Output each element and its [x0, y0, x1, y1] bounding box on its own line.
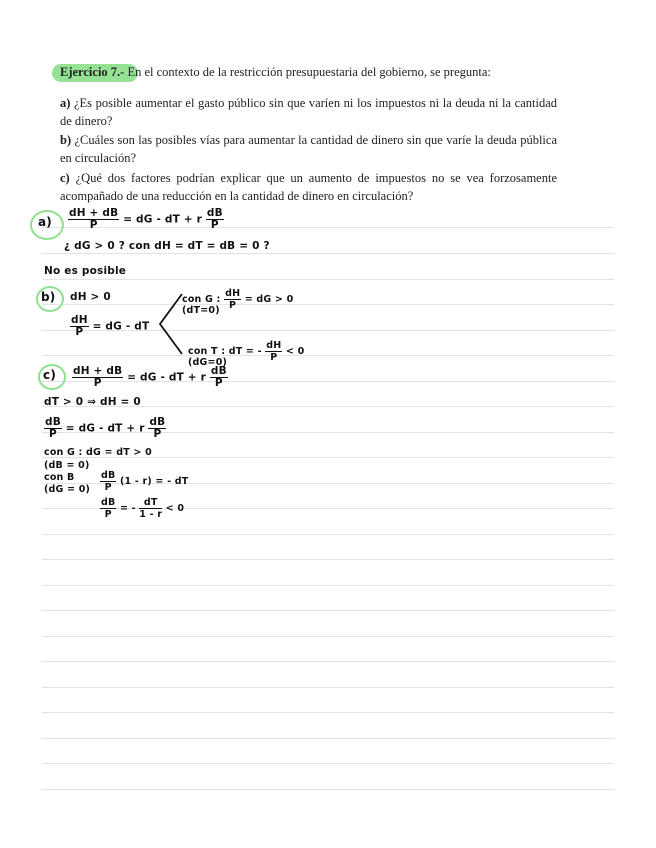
fraction: $\frac{dT}{1 - r}$: [139, 497, 163, 520]
answer-c-line-6: $\frac{dB}{P}$ = - $\frac{dT}{1 - r}$ < 0: [101, 497, 185, 520]
ruled-line: [42, 355, 614, 356]
fraction: $\frac{dH + dB}{P}$: [69, 207, 119, 231]
question-c: [60, 170, 557, 206]
answer-c-line-3: $\frac{dB}{P}$ = dG - dT + r $\frac{dB}{P}$: [45, 416, 166, 440]
question-a: [60, 95, 557, 131]
ruled-line: [42, 585, 614, 586]
ruled-line: [42, 534, 614, 535]
ruled-line: [42, 738, 614, 739]
question-text: ¿Qué dos factores podrían explicar que un aumento de impuestos no se vea forzosamente acompañado de una reducción en la cantidad de dinero en circulación?: [60, 171, 557, 203]
fraction: $\frac{dH + dB}{P}$: [73, 365, 123, 389]
fraction: $\frac{dB}{P}$: [149, 416, 166, 440]
answer-b-label: b): [41, 290, 56, 304]
ruled-line: [42, 279, 614, 280]
fraction: $\frac{dH}{P}$: [71, 314, 88, 338]
ruled-line: [42, 712, 614, 713]
ruled-line: [42, 304, 614, 305]
ruled-line: [42, 789, 614, 790]
fraction: $\frac{dB}{P}$: [45, 416, 61, 440]
question-letter: b): [60, 133, 72, 147]
ruled-line: [42, 763, 614, 764]
answer-c-line-5-note: (dG = 0): [44, 484, 91, 495]
ruled-line: [42, 636, 614, 637]
fraction: $\frac{dH}{P}$: [266, 340, 282, 363]
answer-c-line-2: dT > 0 ⇒ dH = 0: [44, 396, 141, 408]
fraction: $\frac{dB}{P}$: [206, 207, 223, 231]
answer-b-branch-g-note: (dT=0): [182, 305, 220, 316]
answer-c-label: c): [43, 368, 56, 382]
answer-c-line-4: con G : dG = dT > 0: [44, 447, 152, 458]
answer-a-label: a): [38, 215, 52, 229]
question-text: ¿Es posible aumentar el gasto público sin que varíen ni los impuestos ni la deuda ni la cantidad de dinero?: [60, 96, 557, 128]
answer-c-equation: $\frac{dH + dB}{P}$ = dG - dT + r $\frac{dB}{P}$: [73, 365, 227, 389]
exercise-heading: [60, 64, 560, 82]
question-letter: a): [60, 96, 71, 110]
exercise-intro: En el contexto de la restricción presupuestaria del gobierno, se pregunta:: [124, 65, 491, 79]
answer-c-line-5: $\frac{dB}{P}$ (1 - r) = - dT: [101, 470, 189, 493]
answer-b-branch-t: con T : dT = - $\frac{dH}{P}$ < 0: [188, 340, 305, 363]
answer-c-line-4-note: (dB = 0): [44, 460, 90, 471]
ruled-line: [42, 253, 614, 254]
ruled-line: [42, 559, 614, 560]
answer-b-equation: $\frac{dH}{P}$ = dG - dT: [71, 314, 150, 338]
answer-a-conclusion: No es posible: [44, 265, 127, 277]
ruled-line: [42, 661, 614, 662]
answer-b-condition: dH > 0: [70, 291, 111, 303]
question-letter: c): [60, 171, 70, 185]
fraction: $\frac{dH}{P}$: [225, 288, 241, 311]
answer-b-branch-t-note: (dG=0): [188, 357, 228, 368]
ruled-line: [42, 610, 614, 611]
question-text: ¿Cuáles son las posibles vías para aumentar la cantidad de dinero sin que varíe la deuda pública en circulación?: [60, 133, 557, 165]
fraction: $\frac{dB}{P}$: [101, 497, 116, 520]
answer-a-question: ¿ dG > 0 ? con dH = dT = dB = 0 ?: [64, 240, 270, 252]
answer-c-line-5-prefix: con B: [44, 472, 75, 483]
fraction: $\frac{dB}{P}$: [101, 470, 116, 493]
exercise-label: Ejercicio 7.-: [60, 65, 125, 79]
answer-b-branch-g: con G : $\frac{dH}{P}$ = dG > 0: [182, 288, 294, 311]
ruled-line: [42, 687, 614, 688]
question-b: [60, 132, 557, 168]
fraction: $\frac{dB}{P}$: [210, 365, 227, 389]
answer-a-equation: $\frac{dH + dB}{P}$ = dG - dT + r $\frac{dB}{P}$: [69, 207, 223, 231]
